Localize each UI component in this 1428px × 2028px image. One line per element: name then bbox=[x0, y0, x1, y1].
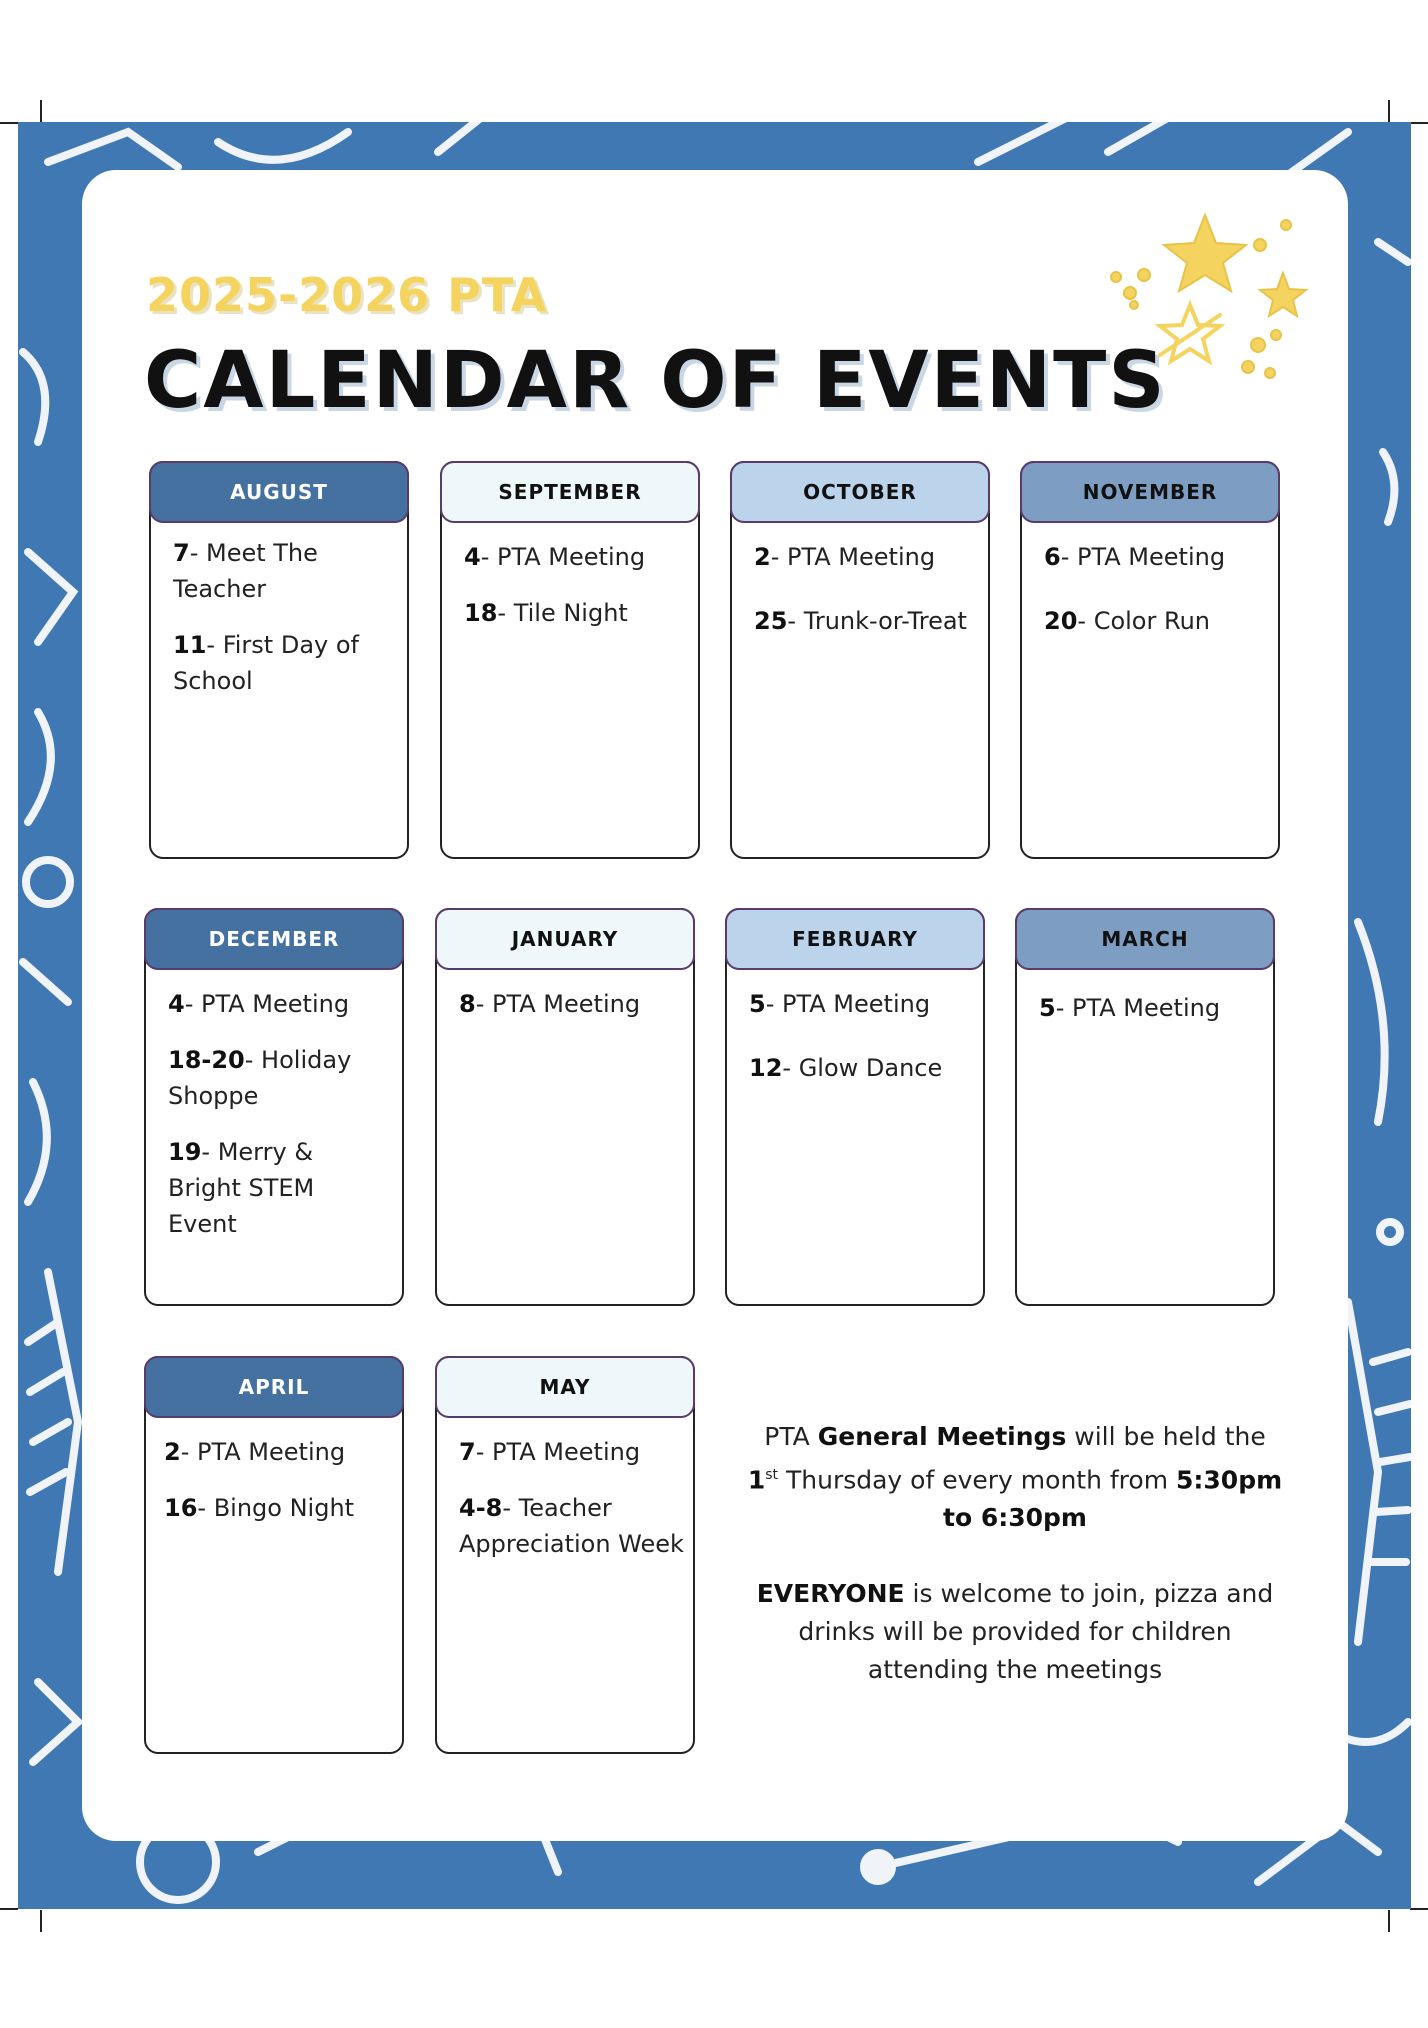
event-day: 5 bbox=[749, 990, 766, 1018]
meeting-info bbox=[740, 1418, 1290, 1689]
event-day: 4 bbox=[168, 990, 185, 1018]
event-item bbox=[464, 595, 684, 631]
event-item bbox=[464, 539, 684, 575]
calendar-title: CALENDAR OF EVENTS bbox=[144, 336, 1167, 426]
month-card-september bbox=[440, 461, 700, 859]
event-item bbox=[1044, 539, 1264, 575]
event-text: - Glow Dance bbox=[782, 1054, 943, 1082]
month-header-may: MAY bbox=[435, 1356, 695, 1418]
crop-mark bbox=[0, 1908, 18, 1910]
month-card-december bbox=[144, 908, 404, 1306]
event-text: - Trunk-or-Treat bbox=[787, 607, 967, 635]
event-item bbox=[749, 986, 969, 1022]
star-icon bbox=[1260, 273, 1306, 316]
month-card-november bbox=[1020, 461, 1280, 859]
month-header-april: APRIL bbox=[144, 1356, 404, 1418]
month-card-january bbox=[435, 908, 695, 1306]
month-header-september: SEPTEMBER bbox=[440, 461, 700, 523]
welcome-note: EVERYONE is welcome to join, pizza and drinks will be provided for children attending the meetings bbox=[756, 1579, 1274, 1685]
event-item bbox=[459, 986, 679, 1022]
event-item bbox=[164, 1490, 388, 1526]
event-text: - PTA Meeting bbox=[480, 543, 646, 571]
crop-mark bbox=[40, 100, 42, 122]
star-icon bbox=[1164, 215, 1246, 291]
month-header-january: JANUARY bbox=[435, 908, 695, 970]
event-text: - PTA Meeting bbox=[475, 1438, 641, 1466]
event-item bbox=[168, 1042, 388, 1114]
event-text: - PTA Meeting bbox=[765, 990, 931, 1018]
meeting-schedule: PTA General Meetings will be held the 1st Thursday of every month from 5:30pm to 6:30pm bbox=[747, 1422, 1283, 1533]
event-day: 18 bbox=[464, 599, 498, 627]
crop-mark bbox=[1388, 1910, 1390, 1932]
event-item bbox=[459, 1434, 685, 1470]
month-card-february bbox=[725, 908, 985, 1306]
event-day: 2 bbox=[754, 543, 771, 571]
month-card-march bbox=[1015, 908, 1275, 1306]
event-day: 7 bbox=[459, 1438, 476, 1466]
month-header-december: DECEMBER bbox=[144, 908, 404, 970]
event-item bbox=[459, 1490, 685, 1562]
month-header-august: AUGUST bbox=[149, 461, 409, 523]
event-day: 2 bbox=[164, 1438, 181, 1466]
event-text: - Merry & Bright STEM Event bbox=[168, 1138, 315, 1238]
event-day: 4-8 bbox=[459, 1494, 503, 1522]
event-item bbox=[1044, 603, 1264, 639]
event-day: 5 bbox=[1039, 994, 1056, 1022]
event-day: 20 bbox=[1044, 607, 1078, 635]
stars-decoration bbox=[1100, 205, 1320, 395]
event-item bbox=[754, 603, 974, 639]
month-header-november: NOVEMBER bbox=[1020, 461, 1280, 523]
event-text: - Teacher Appreciation Week bbox=[459, 1494, 684, 1558]
calendar-subtitle: 2025-2026 PTA bbox=[146, 268, 548, 322]
event-item bbox=[168, 1134, 388, 1242]
event-item bbox=[168, 986, 388, 1022]
crop-mark bbox=[1410, 122, 1428, 124]
event-day: 8 bbox=[459, 990, 476, 1018]
event-text: - PTA Meeting bbox=[180, 1438, 346, 1466]
month-card-may bbox=[435, 1356, 695, 1754]
event-day: 12 bbox=[749, 1054, 783, 1082]
event-text: - Meet The Teacher bbox=[173, 539, 318, 603]
event-day: 7 bbox=[173, 539, 190, 567]
event-item bbox=[1039, 990, 1259, 1026]
event-text: - PTA Meeting bbox=[1055, 994, 1221, 1022]
event-day: 11 bbox=[173, 631, 207, 659]
event-text: - First Day of School bbox=[173, 631, 359, 695]
event-text: - PTA Meeting bbox=[770, 543, 936, 571]
event-day: 19 bbox=[168, 1138, 202, 1166]
event-text: - Holiday Shoppe bbox=[168, 1046, 352, 1110]
event-day: 4 bbox=[464, 543, 481, 571]
event-text: - Tile Night bbox=[497, 599, 628, 627]
event-item bbox=[164, 1434, 388, 1470]
event-day: 16 bbox=[164, 1494, 198, 1522]
event-text: - PTA Meeting bbox=[1060, 543, 1226, 571]
month-header-october: OCTOBER bbox=[730, 461, 990, 523]
event-text: - Bingo Night bbox=[197, 1494, 355, 1522]
month-card-august bbox=[149, 461, 409, 859]
event-text: - PTA Meeting bbox=[184, 990, 350, 1018]
event-item bbox=[173, 627, 393, 699]
event-item bbox=[754, 539, 974, 575]
crop-mark bbox=[0, 122, 18, 124]
event-day: 25 bbox=[754, 607, 788, 635]
event-day: 18-20 bbox=[168, 1046, 245, 1074]
month-card-april bbox=[144, 1356, 404, 1754]
crop-mark bbox=[1410, 1908, 1428, 1910]
month-header-february: FEBRUARY bbox=[725, 908, 985, 970]
event-text: - PTA Meeting bbox=[475, 990, 641, 1018]
month-card-october bbox=[730, 461, 990, 859]
event-text: - Color Run bbox=[1077, 607, 1211, 635]
event-item bbox=[749, 1050, 969, 1086]
event-day: 6 bbox=[1044, 543, 1061, 571]
event-item bbox=[173, 535, 393, 607]
crop-mark bbox=[1388, 100, 1390, 122]
month-header-march: MARCH bbox=[1015, 908, 1275, 970]
crop-mark bbox=[40, 1910, 42, 1932]
